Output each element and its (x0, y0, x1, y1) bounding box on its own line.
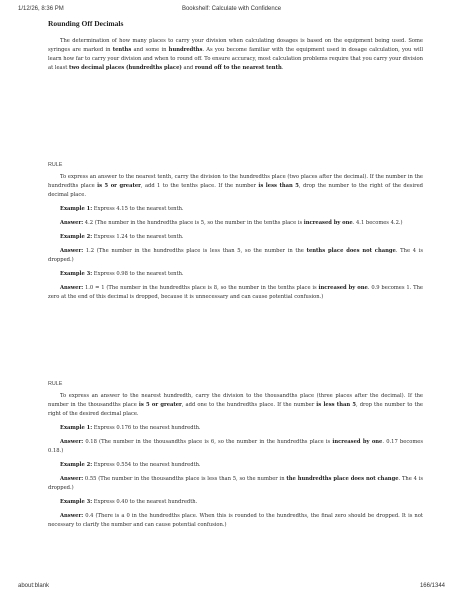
example-answer: Answer: 0.18 (The number in the thousandths place is 6, so the number in the hundredths place is increased by one. 0.17 becomes 0.18.) (48, 439, 423, 454)
example-answer: Answer: 1.0 = 1 (The number in the hundredths place is 8, so the number in the tenths place is increased by one. 0.9 becomes 1. The zero at the end of this decimal is dropped, because it is unnecessary and can cause potential confusion.) (48, 285, 423, 300)
example-question: Example 3: Express 0.98 to the nearest tenth. (60, 271, 184, 277)
example-answer: Answer: 4.2 (The number in the hundredths place is 5, so the number in the tenths place is increased by one. 4.1 becomes 4.2.) (60, 220, 403, 226)
example-question: Example 2: Express 1.24 to the nearest tenth. (60, 234, 184, 240)
example-answer: Answer: 0.55 (The number in the thousandths place is less than 5, so the number in the hundredths place does not change. The 4 is dropped.) (48, 476, 423, 491)
rule-label: RULE (48, 162, 63, 168)
example-question: Example 3: Express 0.40 to the nearest hundredth. (60, 499, 198, 505)
example-question: Example 1: Express 4.15 to the nearest tenth. (60, 206, 184, 212)
example-question: Example 2: Express 0.554 to the nearest hundredth. (60, 462, 201, 468)
rule-label: RULE (48, 381, 63, 387)
section-title: Rounding Off Decimals (48, 19, 124, 28)
rule-block-tenths (48, 162, 423, 302)
example-question: Example 1: Express 0.176 to the nearest hundredth. (60, 425, 201, 431)
print-header-title: Bookshelf: Calculate with Confidence (181, 6, 282, 12)
print-footer-url: about:blank (18, 583, 50, 589)
example-answer: Answer: 1.2 (The number in the hundredths place is less than 5, so the number in the tenths place does not change. The 4 is dropped.) (48, 248, 423, 263)
rule-block-hundredths (48, 381, 423, 530)
rule-text: To express an answer to the nearest tenth, carry the division to the hundredths place (two places after the decimal). If the number in the hundredths place is 5 or greater, add 1 to the tenths place. If the number is less than 5, drop the number to the right of the desired decimal place. (48, 174, 423, 198)
example-answer: Answer: 0.4 (There is a 0 in the hundredths place. When this is rounded to the hundredths, the final zero should be dropped. It is not necessary to clarify the number and can cause potential confusion.) (48, 513, 423, 528)
intro-paragraph: The determination of how many places to carry your division when calculating dosages is based on the equipment being used. Some syringes are marked in tenths and some in hundredths. As you become familiar with the equipment used in dosage calculation, you will learn how far to carry your division and when to round off. To ensure accuracy, most calculation problems require that you carry your division at least two decimal places (hundredths place) and round off to the nearest tenth. (48, 38, 424, 71)
rule-text: To express an answer to the nearest hundredth, carry the division to the thousandths place (three places after the decimal). If the number in the thousandths place is 5 or greater, add one to the hundredths place. If the number is less than 5, drop the number to the right of the desired decimal place. (48, 393, 424, 417)
page-number: 166/1344 (419, 583, 445, 589)
print-datetime: 1/12/26, 8:36 PM (18, 6, 64, 12)
